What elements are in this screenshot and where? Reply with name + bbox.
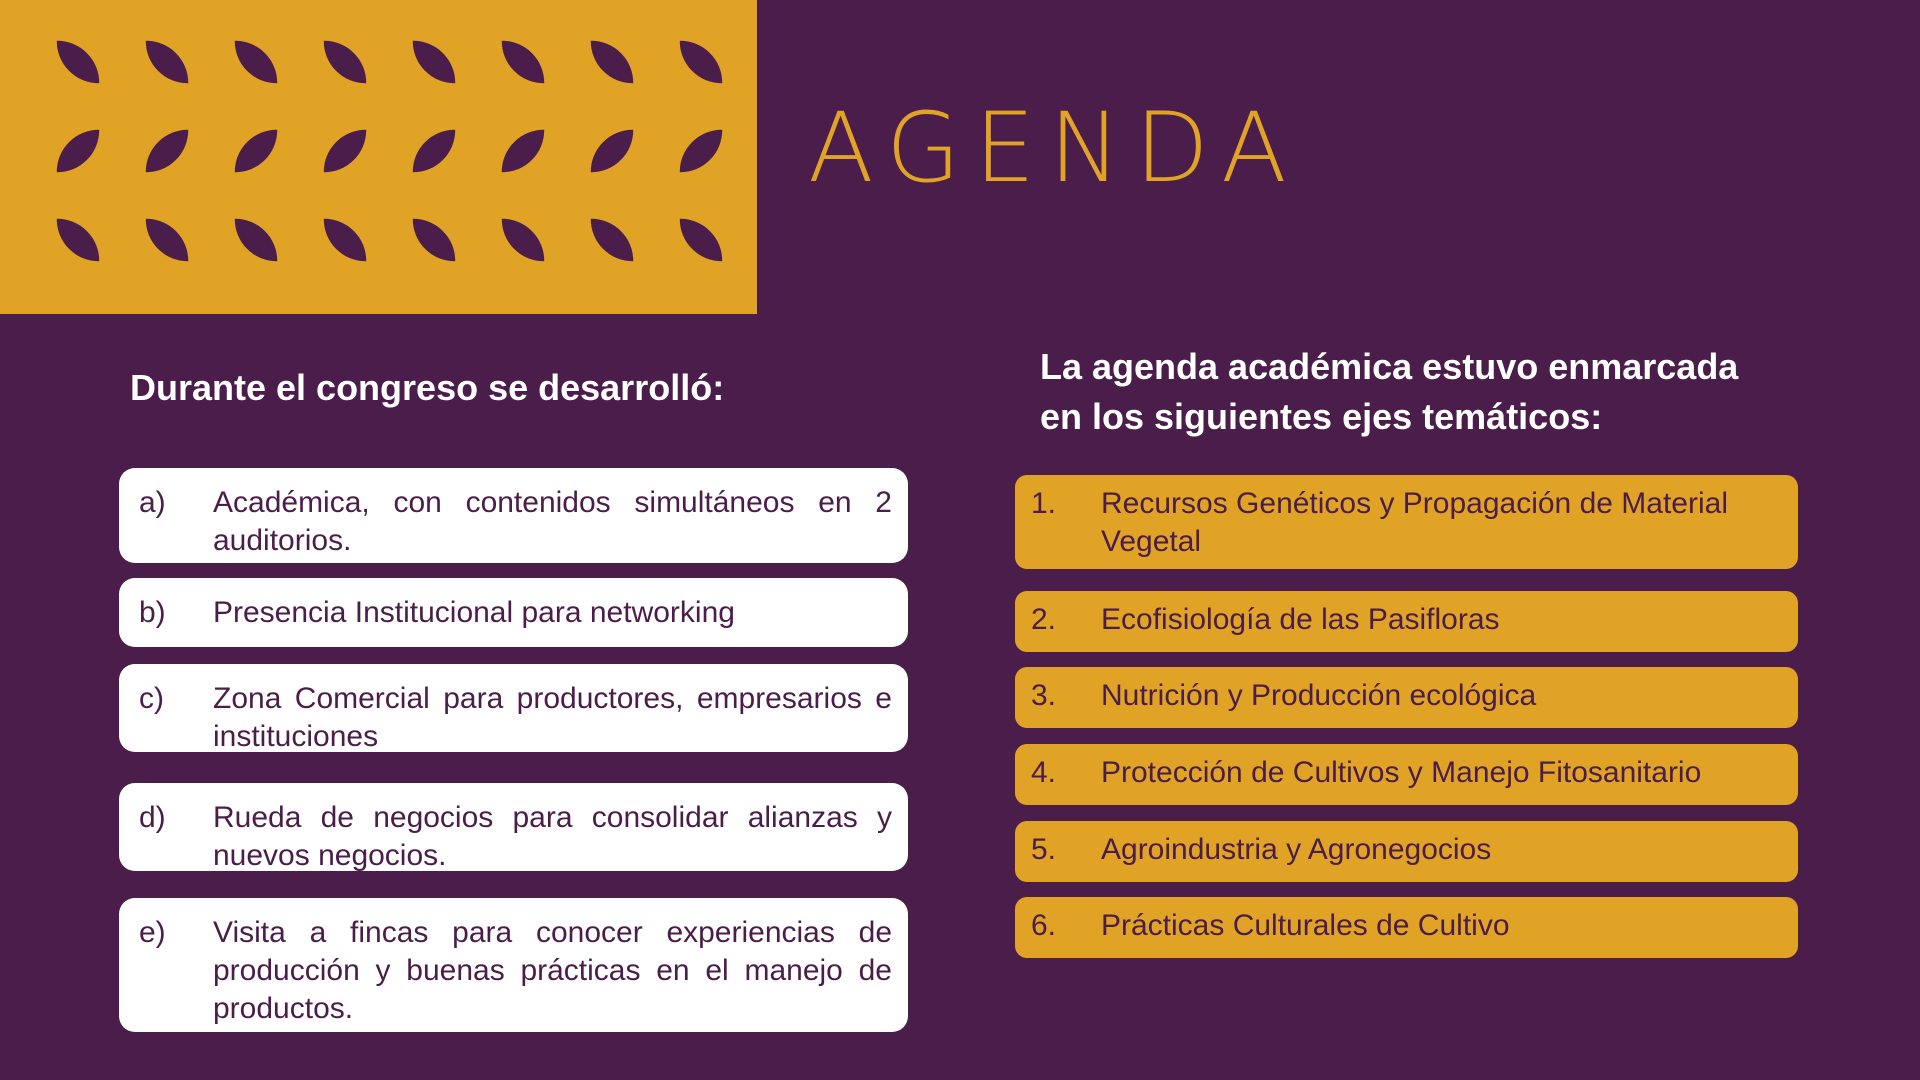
activity-text: Visita a fincas para conocer experiencias de producción y buenas prácticas en el manejo de productos. xyxy=(213,916,892,1025)
leaf-shape xyxy=(137,121,197,181)
theme-item xyxy=(1015,821,1798,882)
theme-number: 1. xyxy=(1031,487,1057,520)
themes-heading-line-1: La agenda académica estuvo enmarcada xyxy=(1040,346,1739,387)
theme-text: Recursos Genéticos y Propagación de Material Vegetal xyxy=(1101,487,1728,558)
leaf-shape xyxy=(404,32,464,92)
leaf-shape xyxy=(582,32,642,92)
theme-number: 6. xyxy=(1031,909,1057,942)
leaf-shape xyxy=(48,32,108,92)
leaf-shape xyxy=(315,121,375,181)
leaf-shape xyxy=(493,121,553,181)
theme-item xyxy=(1015,591,1798,652)
leaf-shape xyxy=(48,121,108,181)
activity-marker: a) xyxy=(139,486,166,519)
activity-card xyxy=(119,578,908,647)
activity-card xyxy=(119,664,908,752)
activity-marker: e) xyxy=(139,916,166,949)
theme-number: 2. xyxy=(1031,603,1057,636)
theme-text: Ecofisiología de las Pasifloras xyxy=(1101,603,1500,636)
leaf-shape xyxy=(671,210,731,270)
leaf-shape xyxy=(671,121,731,181)
activity-text: Académica, con contenidos simultáneos en 2 auditorios. xyxy=(213,486,892,557)
themes-heading xyxy=(1040,342,1840,442)
activity-marker: b) xyxy=(139,596,166,629)
theme-number: 3. xyxy=(1031,679,1057,712)
activity-card xyxy=(119,898,908,1032)
activity-text: Rueda de negocios para consolidar alianzas y nuevos negocios. xyxy=(213,801,892,872)
theme-text: Nutrición y Producción ecológica xyxy=(1101,679,1537,712)
leaf-shape xyxy=(582,210,642,270)
theme-text: Prácticas Culturales de Cultivo xyxy=(1101,909,1510,942)
leaf-shape xyxy=(226,121,286,181)
leaf-shape xyxy=(226,32,286,92)
activity-marker: d) xyxy=(139,801,166,834)
leaf-shape xyxy=(137,210,197,270)
activity-text: Zona Comercial para productores, empresarios e instituciones xyxy=(213,682,892,753)
leaf-shape xyxy=(315,32,375,92)
theme-text: Agroindustria y Agronegocios xyxy=(1101,833,1492,866)
activity-text: Presencia Institucional para networking xyxy=(213,596,735,629)
themes-heading-line-2: en los siguientes ejes temáticos: xyxy=(1040,396,1603,437)
activity-marker: c) xyxy=(139,682,164,715)
page-title: AGENDA xyxy=(808,92,1301,204)
leaf-shape xyxy=(48,210,108,270)
leaf-pattern-block xyxy=(0,0,757,314)
theme-item xyxy=(1015,897,1798,958)
leaf-shape xyxy=(137,32,197,92)
leaf-shape xyxy=(226,210,286,270)
leaf-shape xyxy=(582,121,642,181)
activity-card xyxy=(119,468,908,563)
leaf-shape xyxy=(315,210,375,270)
leaf-shape xyxy=(404,121,464,181)
theme-number: 5. xyxy=(1031,833,1057,866)
leaf-pattern-graphic xyxy=(0,0,757,314)
activities-heading: Durante el congreso se desarrolló: xyxy=(130,367,725,408)
theme-item xyxy=(1015,667,1798,728)
theme-number: 4. xyxy=(1031,756,1057,789)
theme-item xyxy=(1015,475,1798,569)
theme-item xyxy=(1015,744,1798,805)
leaf-shape xyxy=(404,210,464,270)
leaf-shape xyxy=(671,32,731,92)
activity-card xyxy=(119,783,908,871)
theme-text: Protección de Cultivos y Manejo Fitosanitario xyxy=(1101,756,1702,789)
leaf-shape xyxy=(493,210,553,270)
leaf-shape xyxy=(493,32,553,92)
